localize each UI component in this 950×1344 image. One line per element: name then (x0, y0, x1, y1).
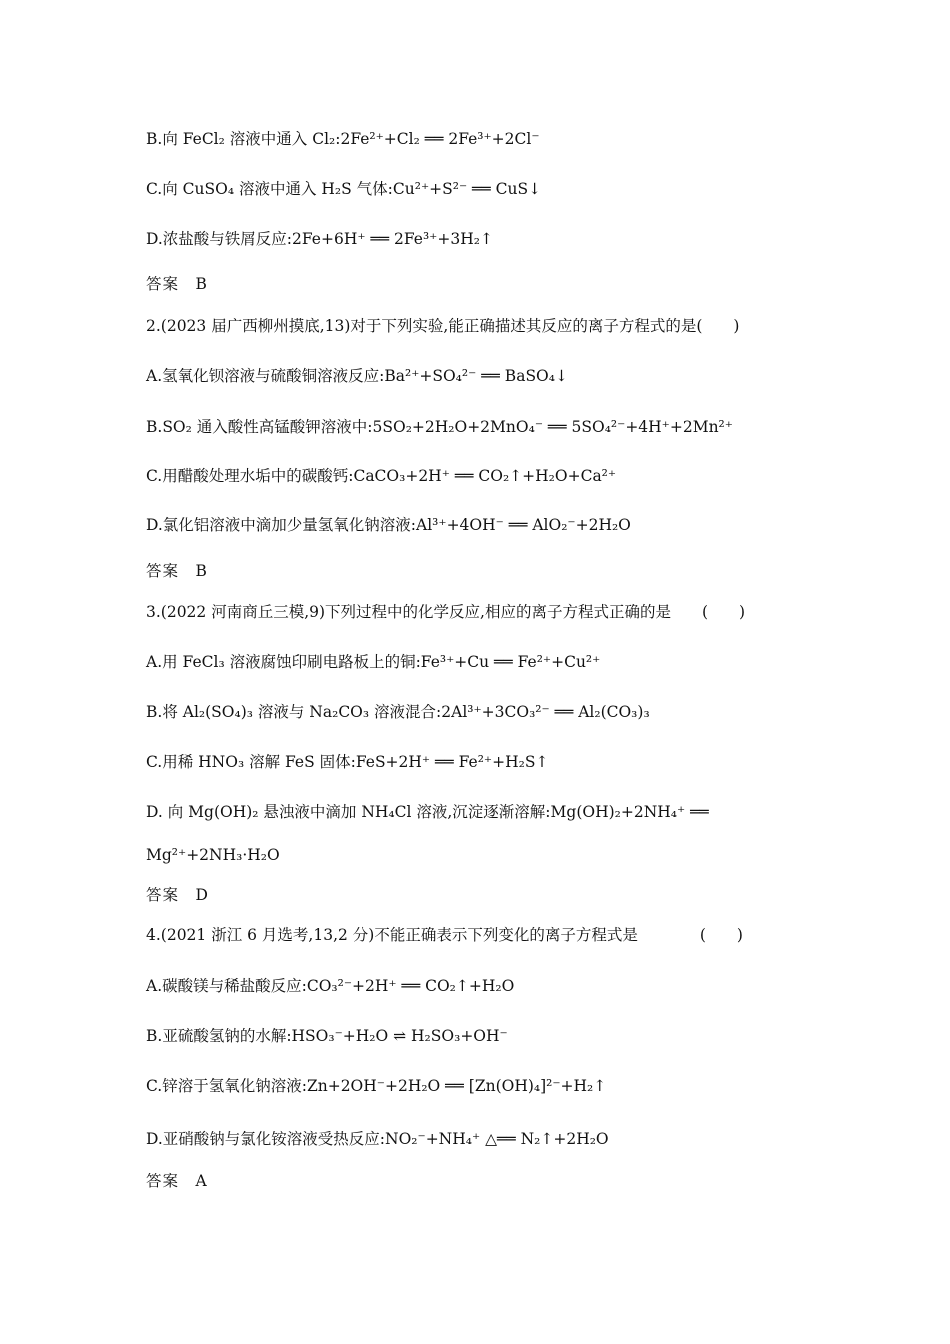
option-3d-continued: Mg²⁺+2NH₃·H₂O (146, 846, 280, 864)
option-3b: B.将 Al₂(SO₄)₃ 溶液与 Na₂CO₃ 溶液混合:2Al³⁺+3CO₃²⁻ ══ Al₂(CO₃)₃ (146, 703, 650, 721)
option-3d: D. 向 Mg(OH)₂ 悬浊液中滴加 NH₄Cl 溶液,沉淀逐渐溶解:Mg(OH)₂+2NH₄⁺ ══ (146, 803, 709, 821)
option-2b: B.SO₂ 通入酸性高锰酸钾溶液中:5SO₂+2H₂O+2MnO₄⁻ ══ 5SO₄²⁻+4H⁺+2Mn²⁺ (146, 418, 733, 436)
option-2a: A.氢氧化钡溶液与硫酸铜溶液反应:Ba²⁺+SO₄²⁻ ══ BaSO₄↓ (146, 367, 568, 385)
answer-1: 答案 B (146, 275, 208, 293)
option-3c: C.用稀 HNO₃ 溶解 FeS 固体:FeS+2H⁺ ══ Fe²⁺+H₂S↑ (146, 753, 549, 771)
question-2-stem: 2.(2023 届广西柳州摸底,13)对于下列实验,能正确描述其反应的离子方程式的是( ) (146, 317, 740, 335)
answer-2: 答案 B (146, 562, 208, 580)
option-2c: C.用醋酸处理水垢中的碳酸钙:CaCO₃+2H⁺ ══ CO₂↑+H₂O+Ca²⁺ (146, 467, 617, 485)
answer-3: 答案 D (146, 886, 209, 904)
option-1b: B.向 FeCl₂ 溶液中通入 Cl₂:2Fe²⁺+Cl₂ ══ 2Fe³⁺+2Cl⁻ (146, 130, 540, 148)
option-2d: D.氯化铝溶液中滴加少量氢氧化钠溶液:Al³⁺+4OH⁻ ══ AlO₂⁻+2H₂O (146, 516, 631, 534)
option-1c: C.向 CuSO₄ 溶液中通入 H₂S 气体:Cu²⁺+S²⁻ ══ CuS↓ (146, 180, 542, 198)
question-3-stem: 3.(2022 河南商丘三模,9)下列过程中的化学反应,相应的离子方程式正确的是 ( ) (146, 603, 746, 621)
option-4b: B.亚硫酸氢钠的水解:HSO₃⁻+H₂O ⇌ H₂SO₃+OH⁻ (146, 1027, 508, 1045)
option-4d: D.亚硝酸钠与氯化铵溶液受热反应:NO₂⁻+NH₄⁺ △══ N₂↑+2H₂O (146, 1130, 609, 1148)
answer-4: 答案 A (146, 1172, 208, 1190)
option-4c: C.锌溶于氢氧化钠溶液:Zn+2OH⁻+2H₂O ══ [Zn(OH)₄]²⁻+H₂↑ (146, 1077, 607, 1095)
option-1d: D.浓盐酸与铁屑反应:2Fe+6H⁺ ══ 2Fe³⁺+3H₂↑ (146, 230, 493, 248)
question-4-stem: 4.(2021 浙江 6 月选考,13,2 分)不能正确表示下列变化的离子方程式是 ( ) (146, 926, 743, 944)
option-3a: A.用 FeCl₃ 溶液腐蚀印刷电路板上的铜:Fe³⁺+Cu ══ Fe²⁺+Cu²⁺ (146, 653, 601, 671)
option-4a: A.碳酸镁与稀盐酸反应:CO₃²⁻+2H⁺ ══ CO₂↑+H₂O (146, 977, 515, 995)
